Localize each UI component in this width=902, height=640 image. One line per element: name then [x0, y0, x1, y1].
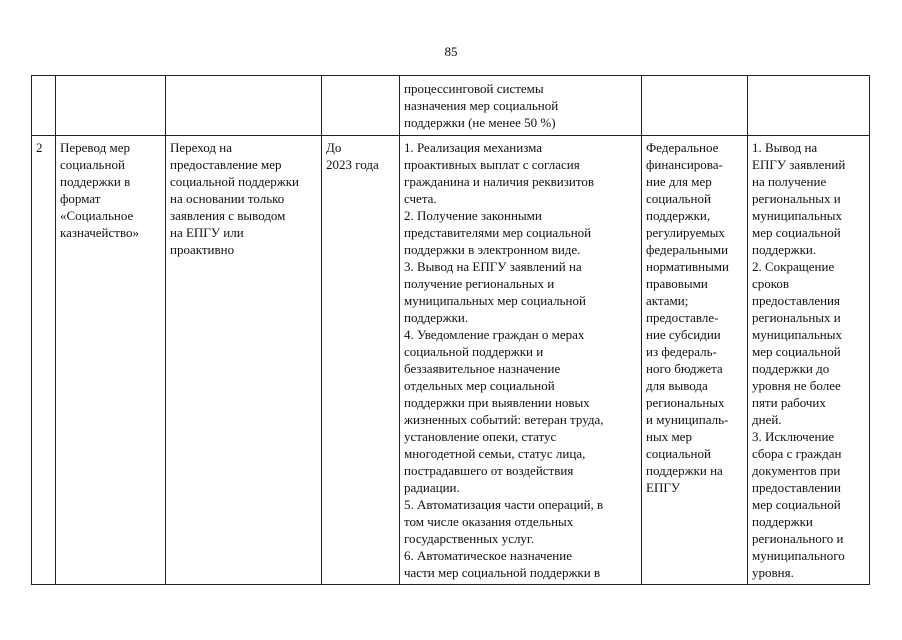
- cell-deadline: [322, 76, 400, 136]
- cell-results: [748, 76, 870, 136]
- cell-description: [166, 76, 322, 136]
- page-number: 85: [444, 44, 458, 59]
- cell-actions: процессинговой системы назначения мер социальной поддержки (не менее 50 %): [400, 76, 642, 136]
- cell-description: Переход на предоставление мер социальной поддержки на основании только заявления с выводом на ЕПГУ или проактивно: [166, 136, 322, 585]
- cell-actions: 1. Реализация механизма проактивных выплат с согласия гражданина и наличия реквизитов счета. 2. Получение законными представителями мер социальной поддержки в электронном виде. 3. Вывод на ЕПГУ заявлений на получение региональных и муниципальных мер социальной поддержки. 4. Уведомление граждан о мерах социальной поддержки и беззаявительное назначение отдельных мер социальной поддержки при выявлении новых жизненных событий: ветеран труда, установление опеки, статус многодетной семьи, статус лица, пострадавшего от воздействия радиации. 5. Автоматизация части операций, в том числе оказания отдельных государственных услуг. 6. Автоматическое назначение части мер социальной поддержки в: [400, 136, 642, 585]
- cell-measure: Перевод мер социальной поддержки в формат «Социальное казначейство»: [56, 136, 166, 585]
- cell-number: [32, 76, 56, 136]
- cell-deadline: До 2023 года: [322, 136, 400, 585]
- table-row-continuation: [32, 76, 870, 136]
- cell-results: 1. Вывод на ЕПГУ заявлений на получение региональных и муниципальных мер социальной поддержки. 2. Сокращение сроков предоставления региональных и муниципальных мер социальной поддержки до уровня не более пяти рабочих дней. 3. Исключение сбора с граждан документов при предоставлении мер социальной поддержки регионального и муниципального уровня.: [748, 136, 870, 585]
- measures-table: [31, 75, 870, 585]
- cell-funding: Федеральное финансирова- ние для мер социальной поддержки, регулируемых федеральными нормативными правовыми актами; предоставле- ние субсидии из федераль- ного бюджета для вывода региональных и муниципаль- ных мер социальной поддержки на ЕПГУ: [642, 136, 748, 585]
- cell-funding: [642, 76, 748, 136]
- table-row-measure-2: [32, 136, 870, 585]
- cell-measure: [56, 76, 166, 136]
- cell-number: 2: [32, 136, 56, 585]
